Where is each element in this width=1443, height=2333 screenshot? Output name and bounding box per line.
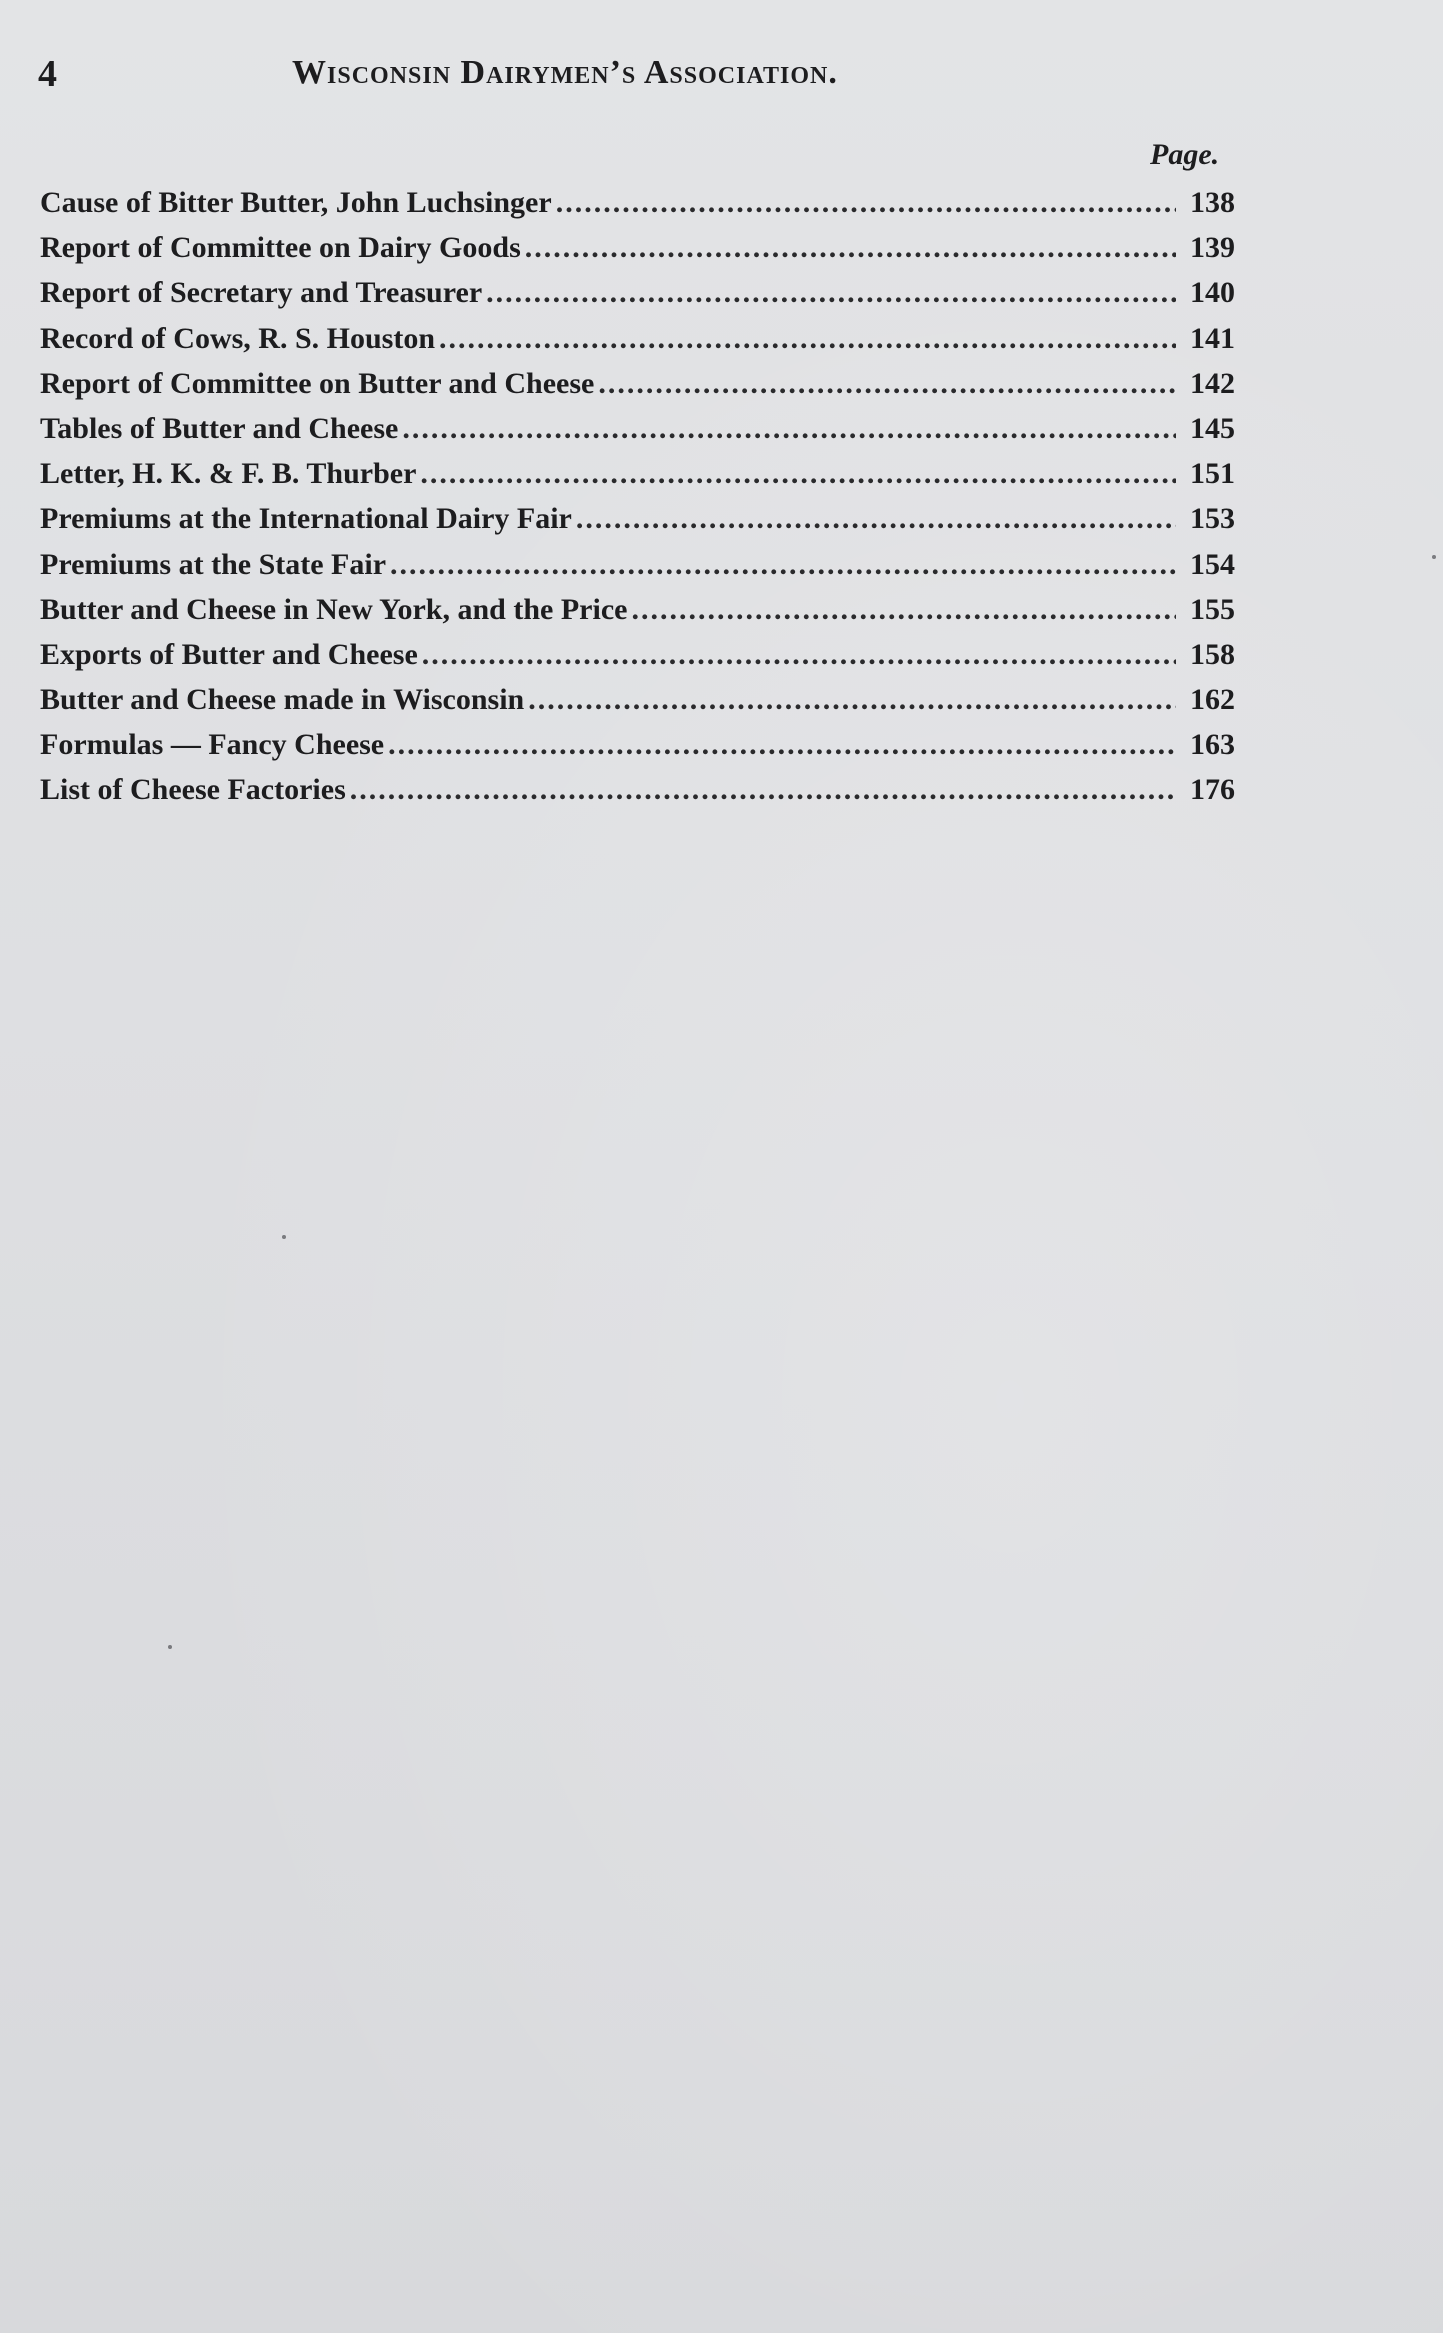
dot-leader (439, 322, 1176, 356)
toc-entry-page: 151 (1190, 457, 1235, 491)
toc-entry-title: Report of Committee on Butter and Cheese (40, 366, 595, 400)
toc-entry-page: 141 (1190, 321, 1235, 355)
dot-leader (422, 638, 1176, 672)
toc-entry-page: 158 (1190, 637, 1235, 671)
page-number: 4 (38, 53, 57, 95)
dot-leader (350, 773, 1176, 807)
toc-entry-title: Premiums at the International Dairy Fair (40, 502, 572, 536)
toc-entry-title: Record of Cows, R. S. Houston (40, 321, 436, 355)
toc-entry-title: Premiums at the State Fair (40, 547, 387, 581)
table-of-contents (40, 186, 1250, 819)
toc-entry (40, 322, 1250, 367)
dot-leader (576, 502, 1176, 536)
dot-leader (598, 367, 1176, 401)
paper-speck (1432, 555, 1436, 559)
toc-entry-title: List of Cheese Factories (40, 773, 346, 807)
toc-entry-title: Formulas — Fancy Cheese (40, 728, 385, 762)
toc-entry (40, 773, 1250, 818)
dot-leader (556, 186, 1176, 220)
toc-entry (40, 683, 1250, 728)
toc-entry-page: 145 (1190, 411, 1235, 445)
dot-leader (420, 457, 1176, 491)
dot-leader (402, 412, 1176, 446)
toc-entry-page: 139 (1190, 231, 1235, 265)
toc-entry (40, 593, 1250, 638)
toc-entry-title: Letter, H. K. & F. B. Thurber (40, 457, 417, 491)
dot-leader (525, 231, 1176, 265)
toc-entry-title: Exports of Butter and Cheese (40, 637, 418, 671)
dot-leader (486, 276, 1176, 310)
toc-entry-title: Butter and Cheese made in Wisconsin (40, 683, 525, 717)
toc-entry-title: Butter and Cheese in New York, and the Price (40, 592, 628, 626)
paper-speck (282, 1235, 286, 1239)
toc-entry-page: 162 (1190, 683, 1235, 717)
dot-leader (631, 593, 1176, 627)
toc-entry (40, 638, 1250, 683)
toc-entry-page: 138 (1190, 186, 1235, 219)
dot-leader (388, 728, 1176, 762)
dot-leader (390, 548, 1176, 582)
toc-entry-title: Report of Secretary and Treasurer (40, 276, 483, 310)
toc-entry-page: 176 (1190, 773, 1235, 807)
toc-entry (40, 728, 1250, 773)
toc-entry-title: Report of Committee on Dairy Goods (40, 231, 521, 265)
toc-entry-title: Tables of Butter and Cheese (40, 411, 399, 445)
toc-entry (40, 231, 1250, 276)
page-header-title: Wisconsin Dairymen’s Association. (292, 54, 838, 91)
toc-entry-page: 153 (1190, 502, 1235, 536)
dot-leader (528, 683, 1176, 717)
toc-entry (40, 367, 1250, 412)
toc-entry (40, 276, 1250, 321)
toc-entry (40, 186, 1250, 231)
running-head (38, 52, 1248, 102)
toc-entry-page: 163 (1190, 728, 1235, 762)
toc-entry (40, 502, 1250, 547)
toc-entry-page: 142 (1190, 366, 1235, 400)
paper-speck (168, 1645, 172, 1649)
toc-entry-title: Cause of Bitter Butter, John Luchsinger (40, 186, 552, 219)
toc-entry-page: 155 (1190, 592, 1235, 626)
toc-entry-page: 140 (1190, 276, 1235, 310)
toc-entry-page: 154 (1190, 547, 1235, 581)
toc-entry (40, 548, 1250, 593)
toc-entry (40, 457, 1250, 502)
toc-entry (40, 412, 1250, 457)
page-column-label: Page. (1150, 138, 1220, 171)
